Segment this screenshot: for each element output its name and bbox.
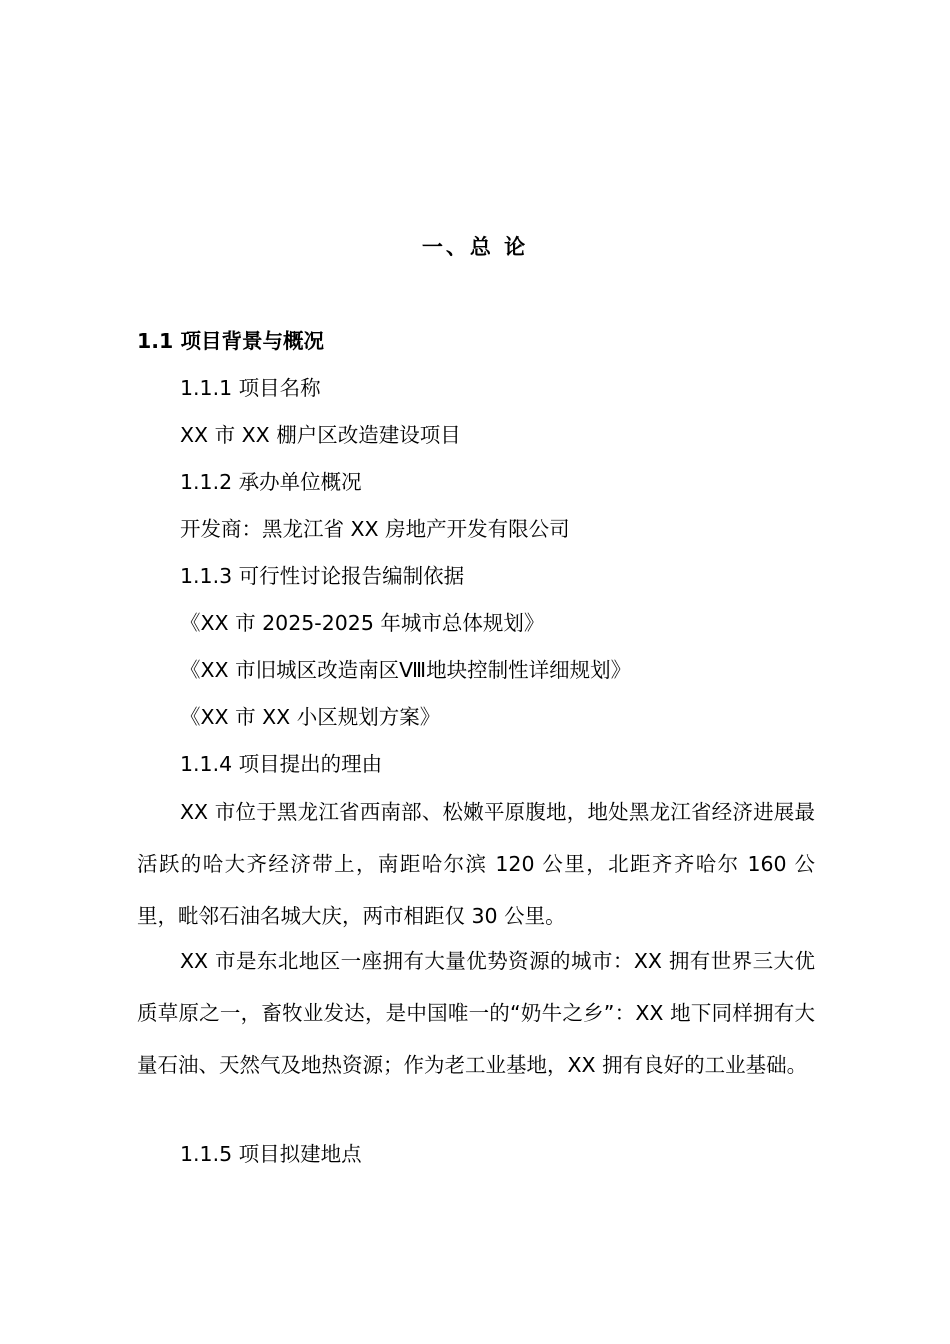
- chapter-title: 一、总 论: [421, 235, 529, 259]
- subsection-heading-1-1-4: 1.1.4 项目提出的理由: [180, 752, 383, 776]
- paragraph-resources: XX 市是东北地区一座拥有大量优势资源的城市：XX 拥有世界三大优质草原之一，畜牧业发达，是中国唯一的“奶牛之乡”：XX 地下同样拥有大量石油、天然气及地热资源；作为老工业基地，XX 拥有良好的工业基础。: [137, 949, 815, 1077]
- subsection-heading-1-1-2: 1.1.2 承办单位概况: [180, 470, 362, 494]
- subsection-heading-1-1-3: 1.1.3 可行性讨论报告编制依据: [180, 564, 465, 588]
- section-heading-1-1: 1.1 项目背景与概况: [137, 329, 324, 353]
- subsection-heading-1-1-1: 1.1.1 项目名称: [180, 376, 321, 400]
- paragraph-location: XX 市位于黑龙江省西南部、松嫩平原腹地，地处黑龙江省经济进展最活跃的哈大齐经济带上，南距哈尔滨 120 公里，北距齐齐哈尔 160 公里，毗邻石油名城大庆，两市相距仅 30 公里。: [137, 800, 815, 928]
- subsection-heading-1-1-5: 1.1.5 项目拟建地点: [180, 1142, 362, 1166]
- basis-item-2: 《XX 市旧城区改造南区Ⅷ地块控制性详细规划》: [180, 658, 632, 682]
- basis-item-3: 《XX 市 XX 小区规划方案》: [180, 705, 441, 729]
- developer-text: 开发商：黑龙江省 XX 房地产开发有限公司: [180, 517, 570, 541]
- basis-item-1: 《XX 市 2025-2025 年城市总体规划》: [180, 611, 545, 635]
- project-name-text: XX 市 XX 棚户区改造建设项目: [180, 423, 461, 447]
